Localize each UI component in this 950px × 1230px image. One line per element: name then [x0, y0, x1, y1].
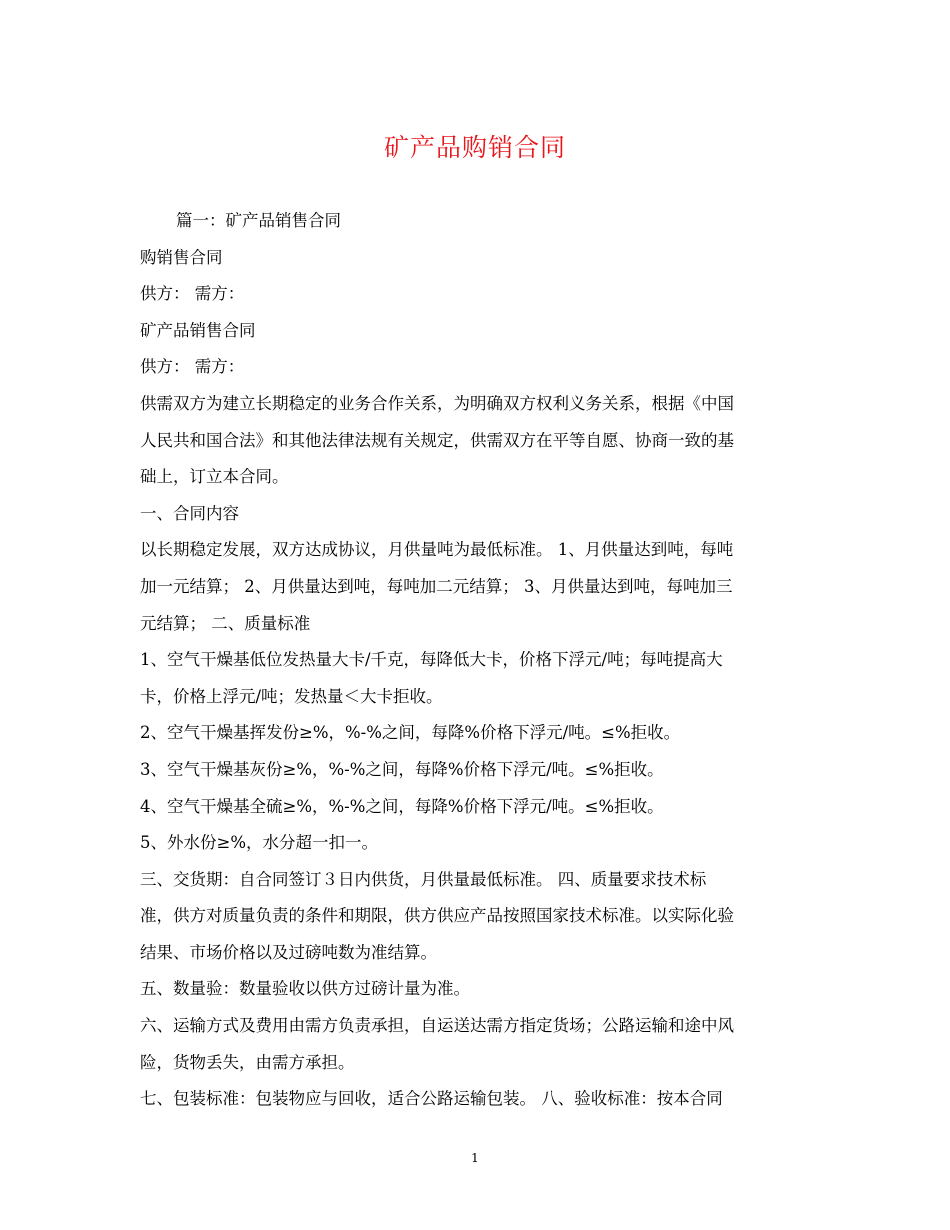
text-line: 3、空气干燥基灰份≥%，%-%之间，每降%价格下浮元/吨。≤%拒收。 [140, 759, 664, 779]
text-line: 准，供方对质量负责的条件和期限，供方供应产品按照国家技术标准。以实际化验 [140, 906, 734, 926]
text-line: 卡，价格上浮元/吨；发热量＜大卡拒收。 [140, 686, 443, 706]
text-line: 以长期稳定发展，双方达成协议，月供量吨为最低标准。 1、月供量达到吨，每吨 [140, 540, 734, 560]
text-line: 矿产品销售合同 [140, 320, 256, 340]
text-line: 础上，订立本合同。 [140, 467, 289, 487]
document-body [140, 203, 812, 1118]
text-line: 4、空气干燥基全硫≥%，%-%之间，每降%价格下浮元/吨。≤%拒收。 [140, 796, 664, 816]
section-heading: 篇一：矿产品销售合同 [176, 211, 341, 230]
text-line: 一、合同内容 [140, 503, 239, 523]
document-title: 矿产品购销合同 [383, 133, 566, 162]
text-line: 供需双方为建立长期稳定的业务合作关系，为明确双方权利义务关系，根据《中国 [140, 393, 734, 413]
text-line: 五、数量验：数量验收以供方过磅计量为准。 [140, 979, 470, 999]
text-line: 六、运输方式及费用由需方负责承担，自运送达需方指定货场；公路运输和途中风 [140, 1016, 734, 1036]
text-line: 三、交货期：自合同签订３日内供货，月供量最低标准。 四、质量要求技术标 [140, 869, 707, 889]
text-line: 购销售合同 [140, 247, 223, 267]
text-line: 1、空气干燥基低位发热量大卡/千克，每降低大卡，价格下浮元/吨；每吨提高大 [140, 650, 723, 670]
text-line: 险，货物丢失，由需方承担。 [140, 1052, 355, 1072]
page-number: 1 [471, 1151, 479, 1165]
text-line: 供方： 需方： [140, 357, 245, 377]
text-line: 七、包装标准：包装物应与回收，适合公路运输包装。 八、验收标准：按本合同 [140, 1089, 723, 1109]
text-line: 人民共和国合法》和其他法律法规有关规定，供需双方在平等自愿、协商一致的基 [140, 430, 734, 450]
text-line: 元结算； 二、质量标准 [140, 613, 311, 633]
text-line: 5、外水份≥%，水分超一扣一。 [140, 833, 379, 853]
text-line: 加一元结算； 2、月供量达到吨，每吨加二元结算； 3、月供量达到吨，每吨加三 [140, 576, 733, 596]
text-line: 2、空气干燥基挥发份≥%，%-%之间，每降%价格下浮元/吨。≤%拒收。 [140, 723, 681, 743]
text-line: 结果、市场价格以及过磅吨数为准结算。 [140, 942, 437, 962]
text-line: 供方： 需方： [140, 284, 245, 304]
